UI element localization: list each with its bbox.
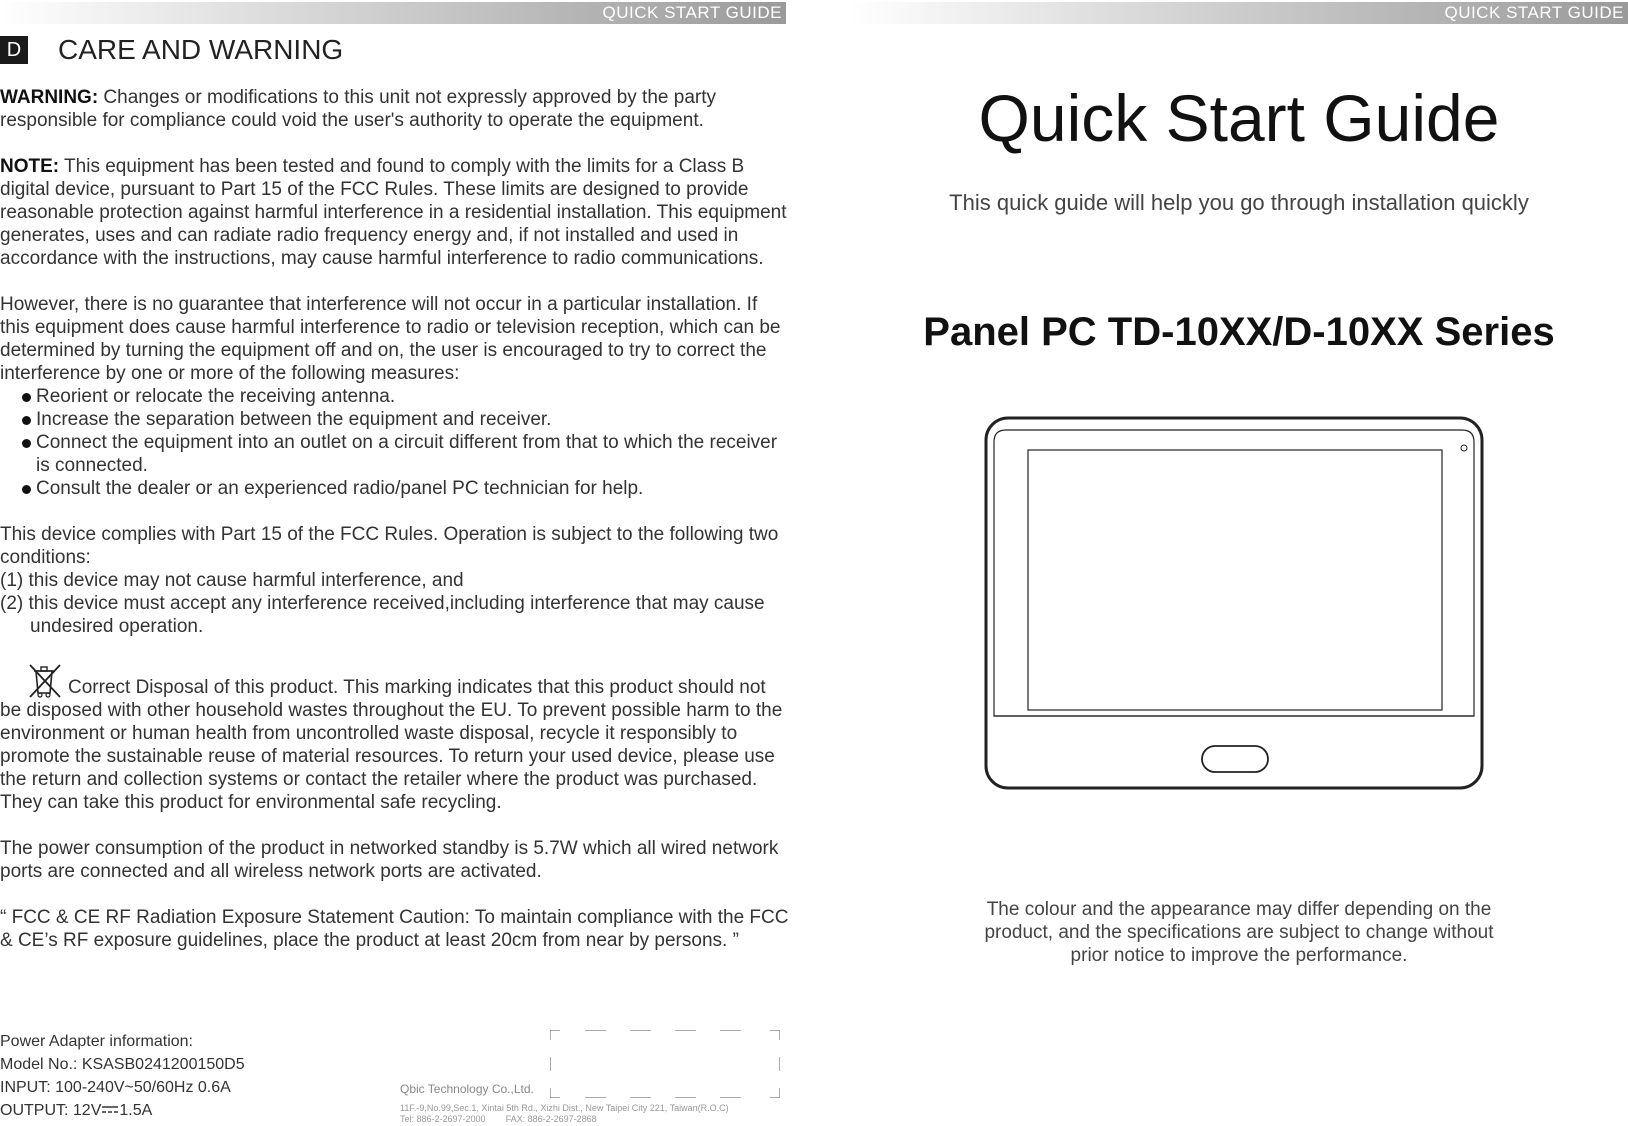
disclaimer-line: The colour and the appearance may differ depending on the: [986, 899, 1492, 920]
header-label: QUICK START GUIDE: [602, 3, 782, 22]
warning-text: Changes or modifications to this unit not expressly approved by the party responsible for compliance could void the user's authority to operate the equipment.: [0, 87, 716, 131]
adapter-model: Model No.: KSASB0241200150D5: [0, 1056, 245, 1073]
part15-paragraph: This device complies with Part 15 of the FCC Rules. Operation is subject to the following two conditions:: [0, 524, 779, 568]
care-warning-text: [0, 86, 790, 975]
disclaimer: [850, 898, 1628, 967]
adapter-input: INPUT: 100-240V~50/60Hz 0.6A: [0, 1079, 231, 1096]
list-item: Increase the separation between the equipment and receiver.: [0, 408, 790, 431]
note-label: NOTE:: [0, 156, 60, 177]
panel-pc-illustration: [984, 416, 1484, 790]
power-paragraph: The power consumption of the product in networked standby is 5.7W which all wired network ports are connected and all wireless network ports are activated.: [0, 838, 779, 882]
list-item: Reorient or relocate the receiving antenna.: [0, 385, 790, 408]
adapter-output: [0, 1099, 245, 1122]
label-placeholder-box: [550, 1030, 780, 1098]
disclaimer-line: prior notice to improve the performance.: [1070, 945, 1408, 966]
section-heading: [0, 34, 343, 66]
screen: [1028, 450, 1442, 710]
header-label: QUICK START GUIDE: [1444, 3, 1624, 22]
left-page: [0, 0, 789, 1126]
condition-item: (1) this device may not cause harmful interference, and: [0, 570, 464, 591]
note-paragraph: [0, 155, 790, 270]
fax: FAX: 886-2-2697-2868: [505, 1114, 597, 1124]
tel: Tel: 886-2-2697-2000: [400, 1114, 486, 1124]
dc-symbol-icon: [101, 1104, 119, 1114]
section-title: CARE AND WARNING: [58, 34, 344, 65]
warning-label: WARNING:: [0, 87, 99, 108]
adapter-heading: Power Adapter information:: [0, 1033, 193, 1050]
weee-bin-icon: [24, 661, 64, 699]
list-item: Connect the equipment into an outlet on a circuit different from that to which the receiver is connected.: [0, 431, 790, 477]
adapter-output-prefix: OUTPUT: 12V: [0, 1102, 102, 1119]
rf-paragraph: “ FCC & CE RF Radiation Exposure Statement Caution: To maintain compliance with the FCC & CE’s RF exposure guidelines, place the product at least 20cm from near by persons. ”: [0, 907, 789, 951]
address-line: 11F.-9,No.99,Sec.1, Xintai 5th Rd., Xizhi Dist., New Taipei City 221, Taiwan(R.O.C): [400, 1103, 729, 1113]
company-address: [400, 1103, 790, 1125]
section-letter: D: [0, 36, 28, 64]
power-adapter-info: [0, 1030, 245, 1122]
note-text: This equipment has been tested and found to comply with the limits for a Class B digital device, pursuant to Part 15 of the FCC Rules. These limits are designed to provide reasonable protection against harmful interference in a residential installation. This equipment generates, uses and can radiate radio frequency energy and, if not installed and used in accordance with the instructions, may cause harmful interference to radio communications.: [0, 156, 787, 269]
disclaimer-line: product, and the specifications are subject to change without: [984, 922, 1494, 943]
guarantee-paragraph: However, there is no guarantee that interference will not occur in a particular installation. If this equipment does cause harmful interference to radio or television reception, which can be determined by turning the equipment off and on, the user is encouraged to try to correct the interference by one or more of the following measures:: [0, 294, 781, 384]
company-name: Qbic Technology Co.,Ltd.: [400, 1082, 534, 1096]
page-title: Quick Start Guide: [978, 81, 1500, 155]
right-page: [850, 0, 1628, 1126]
adapter-output-suffix: 1.5A: [119, 1102, 153, 1119]
warning-paragraph: [0, 86, 790, 132]
measures-list: [0, 385, 790, 500]
contact-line: [400, 1114, 790, 1125]
page-subtitle: This quick guide will help you go through installation quickly: [949, 190, 1529, 215]
disposal-paragraph: [0, 661, 790, 814]
disposal-text: Correct Disposal of this product. This marking indicates that this product should not be disposed with other household wastes throughout the EU. To prevent possible harm to the environment or human health from uncontrolled waste disposal, recycle it responsibly to promote the sustainable reuse of material resources. To return your used device, please use the return and collection systems or contact the retailer where the product was purchased. They can take this product for environmental safe recycling.: [0, 677, 783, 813]
product-name: Panel PC TD-10XX/D-10XX Series: [923, 310, 1555, 354]
condition-item: (2) this device must accept any interference received,including interference that may cause undesired operation.: [0, 593, 765, 637]
header-bar: [850, 2, 1628, 24]
list-item: Consult the dealer or an experienced radio/panel PC technician for help.: [0, 477, 790, 500]
header-bar: [0, 2, 786, 24]
